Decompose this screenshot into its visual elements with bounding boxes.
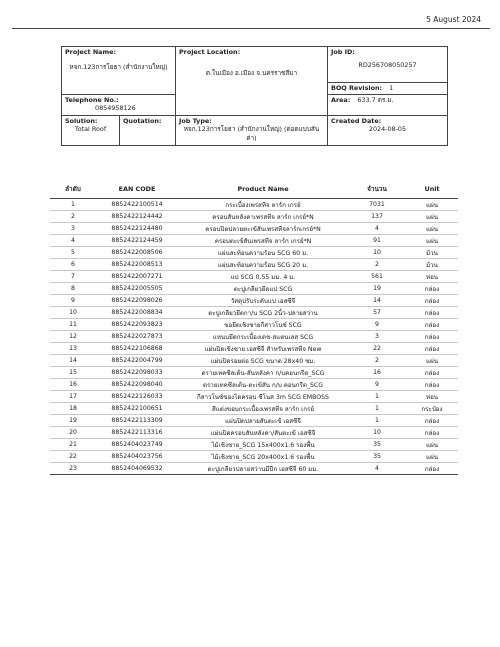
quotation-cell — [120, 115, 176, 145]
row-index: 3 — [50, 223, 96, 235]
table-row — [50, 211, 458, 223]
row-product-name: กระเบื้องเพรสทีจ ลาร์ก เกรย์ — [178, 199, 348, 211]
row-quantity: 561 — [348, 271, 406, 283]
row-ean-code: 8852422124459 — [96, 235, 178, 247]
telephone-value: 0854958126 — [95, 104, 136, 113]
row-product-name: ดรายเทคซีลเต้น-สันหลังคา ก/บคอนกรีต_SCG — [178, 367, 348, 379]
row-unit: กล่อง — [406, 343, 458, 355]
row-product-name: แป SCG 0.55 มม. 4 ม. — [178, 271, 348, 283]
header-divider — [12, 28, 490, 29]
row-product-name: ดรายเทคซีลเต้น-ตะเข้สัน ก/บ คอนกรีต_SCG — [178, 379, 348, 391]
area-unit: ตร.ม. — [377, 95, 394, 104]
row-index: 20 — [50, 427, 96, 439]
row-unit: แผ่น — [406, 211, 458, 223]
row-index: 5 — [50, 247, 96, 259]
row-ean-code: 8852422098040 — [96, 379, 178, 391]
row-product-name: แผ่นปิดเชิงชาย เอสซีจี สำหรับเพรสทีจ New — [178, 343, 348, 355]
row-index: 10 — [50, 307, 96, 319]
project-location-value: ต.ในเมือง อ.เมือง จ.นครราชสีมา — [205, 68, 298, 77]
row-quantity: 10 — [348, 427, 406, 439]
row-ean-code: 8852422100651 — [96, 403, 178, 415]
created-date-cell — [328, 115, 448, 145]
quotation-label: Quotation: — [123, 116, 162, 125]
table-row — [50, 271, 458, 283]
project-name-label: Project Name: — [65, 48, 117, 56]
created-date-value: 2024-08-05 — [368, 125, 407, 134]
row-ean-code: 8852422100514 — [96, 199, 178, 211]
row-unit: แผ่น — [406, 223, 458, 235]
row-ean-code: 8852422027873 — [96, 331, 178, 343]
row-product-name: แผ่นสะท้อนความร้อน SCG 20 ม. — [178, 259, 348, 271]
area-cell — [328, 94, 448, 115]
row-quantity: 35 — [348, 439, 406, 451]
job-id-cell — [328, 47, 448, 83]
row-ean-code: 8852422124480 — [96, 223, 178, 235]
table-row — [50, 247, 458, 259]
row-product-name: ตะปูเกลียวยึดแป SCG — [178, 283, 348, 295]
row-ean-code: 8852422008834 — [96, 307, 178, 319]
row-unit: ม้วน — [406, 259, 458, 271]
row-product-name: ตะปูเกลียวยึดกา/บ SCG 2นิ้ว-ปลายสว่าน — [178, 307, 348, 319]
row-index: 13 — [50, 343, 96, 355]
row-quantity: 16 — [348, 367, 406, 379]
table-row — [50, 199, 458, 211]
row-ean-code: 8852422113316 — [96, 427, 178, 439]
job-id-value: RD256708050257 — [358, 60, 417, 69]
row-ean-code: 8852422093823 — [96, 319, 178, 331]
header-index: ลำดับ — [50, 180, 96, 199]
row-product-name: แผ่นปิดรอยต่อ SCG ขนาด 28x40 ซม. — [178, 355, 348, 367]
row-product-name: ครอบปิดปลายตะเข้สันเพรสทีจลาร์กเกรย์*N — [178, 223, 348, 235]
table-row — [50, 427, 458, 439]
row-quantity: 14 — [348, 295, 406, 307]
table-row — [50, 283, 458, 295]
row-quantity: 2 — [348, 355, 406, 367]
header-product-name: Product Name — [178, 180, 348, 199]
solution-cell — [62, 115, 120, 145]
table-row — [50, 463, 458, 475]
row-ean-code: 8852422113309 — [96, 415, 178, 427]
row-quantity: 35 — [348, 451, 406, 463]
row-index: 18 — [50, 403, 96, 415]
row-quantity: 3 — [348, 331, 406, 343]
row-quantity: 4 — [348, 463, 406, 475]
table-row — [50, 367, 458, 379]
job-type-cell — [176, 115, 328, 145]
row-product-name: ตะปูเกลียวปลายสว่านมีปีก เอสซีจี 60 มม. — [178, 463, 348, 475]
solution-value: Total Roof — [74, 125, 107, 134]
table-row — [50, 343, 458, 355]
row-ean-code: 8852404023749 — [96, 439, 178, 451]
row-index: 8 — [50, 283, 96, 295]
row-product-name: ขอยึดเชิงชายกีสาวโนซ์ SCG — [178, 319, 348, 331]
row-quantity: 9 — [348, 379, 406, 391]
job-id-label: Job ID: — [331, 48, 355, 56]
project-name-value: หจก.123การโยธา (สำนักงานใหญ่) — [69, 62, 168, 71]
row-unit: กล่อง — [406, 367, 458, 379]
row-unit: ท่อน — [406, 391, 458, 403]
table-row — [50, 331, 458, 343]
row-product-name: กีสาวโนซ์ของไดครอบ ซีโนส 3m SCG EMBOSS — [178, 391, 348, 403]
row-index: 12 — [50, 331, 96, 343]
row-unit: แผ่น — [406, 451, 458, 463]
row-index: 4 — [50, 235, 96, 247]
table-row — [50, 403, 458, 415]
row-unit: แผ่น — [406, 199, 458, 211]
row-index: 19 — [50, 415, 96, 427]
row-ean-code: 8852422005505 — [96, 283, 178, 295]
row-quantity: 7031 — [348, 199, 406, 211]
row-product-name: ไม้เชิงชาย_SCG 15x400x1.6 รองพื้น — [178, 439, 348, 451]
row-unit: ท่อน — [406, 271, 458, 283]
row-product-name: แหนบยึดกระเบื้องเดช-สแตนเลส SCG — [178, 331, 348, 343]
row-ean-code: 8852404069532 — [96, 463, 178, 475]
header-quantity: จำนวน — [348, 180, 406, 199]
table-row — [50, 259, 458, 271]
row-index: 23 — [50, 463, 96, 475]
row-quantity: 1 — [348, 391, 406, 403]
table-row — [50, 391, 458, 403]
row-index: 15 — [50, 367, 96, 379]
header-ean-code: EAN CODE — [96, 180, 178, 199]
row-quantity: 1 — [348, 415, 406, 427]
project-location-cell — [176, 47, 328, 116]
row-ean-code: 8852422008513 — [96, 259, 178, 271]
row-index: 17 — [50, 391, 96, 403]
row-ean-code: 8852422008506 — [96, 247, 178, 259]
solution-label: Solution: — [65, 116, 98, 125]
row-unit: กระป๋อง — [406, 403, 458, 415]
row-unit: กล่อง — [406, 331, 458, 343]
row-unit: แผ่น — [406, 355, 458, 367]
row-quantity: 10 — [348, 247, 406, 259]
boq-revision-value: 1 — [389, 84, 394, 92]
row-ean-code: 8852422098033 — [96, 367, 178, 379]
row-quantity: 1 — [348, 403, 406, 415]
row-quantity: 91 — [348, 235, 406, 247]
items-body — [50, 199, 458, 475]
project-location-label: Project Location: — [179, 48, 241, 56]
row-product-name: ครอบตะเข้สันเพรสทีจ ลาร์ก เกรย์*N — [178, 235, 348, 247]
row-quantity: 137 — [348, 211, 406, 223]
job-type-label: Job Type: — [179, 116, 212, 125]
row-unit: กล่อง — [406, 427, 458, 439]
table-row — [50, 451, 458, 463]
row-quantity: 2 — [348, 259, 406, 271]
telephone-label: Telephone No.: — [65, 95, 119, 104]
row-ean-code: 8852422126033 — [96, 391, 178, 403]
project-name-cell — [62, 47, 176, 95]
telephone-cell — [62, 94, 176, 115]
area-value: 633.7 — [357, 95, 376, 104]
boq-items-table — [50, 180, 458, 475]
row-index: 7 — [50, 271, 96, 283]
row-product-name: สีแต่งขอบกระเบื้องเพรสทีจ ลาร์ก เกรย์ — [178, 403, 348, 415]
row-unit: แผ่น — [406, 439, 458, 451]
row-product-name: ครอบสันหลังคาเพรสทีจ ลาร์ก เกรย์*N — [178, 211, 348, 223]
report-date: 5 August 2024 — [426, 15, 481, 24]
header-unit: Unit — [406, 180, 458, 199]
items-header-row — [50, 180, 458, 199]
row-product-name: แผ่นปิดครอบสันหลังคา/สันตะเข้ เอสซีจี — [178, 427, 348, 439]
row-quantity: 22 — [348, 343, 406, 355]
created-date-label: Created Date: — [331, 116, 382, 125]
row-quantity: 57 — [348, 307, 406, 319]
row-quantity: 9 — [348, 319, 406, 331]
row-index: 21 — [50, 439, 96, 451]
table-row — [50, 415, 458, 427]
row-index: 6 — [50, 259, 96, 271]
row-unit: แผ่น — [406, 235, 458, 247]
row-unit: ม้วน — [406, 247, 458, 259]
row-ean-code: 8852422124442 — [96, 211, 178, 223]
row-index: 9 — [50, 295, 96, 307]
row-ean-code: 8852404023756 — [96, 451, 178, 463]
row-quantity: 4 — [348, 223, 406, 235]
row-index: 1 — [50, 199, 96, 211]
row-index: 16 — [50, 379, 96, 391]
table-row — [50, 439, 458, 451]
row-index: 14 — [50, 355, 96, 367]
row-product-name: ไม้เชิงชาย_SCG 20x400x1.6 รองพื้น — [178, 451, 348, 463]
row-index: 11 — [50, 319, 96, 331]
job-type-value: หจก.123การโยธา (สำนักงานใหญ่) (ตอดแบบสันต่า) — [183, 125, 320, 142]
row-unit: กล่อง — [406, 415, 458, 427]
boq-revision-label: BOQ Revision: — [331, 84, 383, 92]
project-info-table — [61, 46, 448, 146]
table-row — [50, 307, 458, 319]
row-quantity: 19 — [348, 283, 406, 295]
table-row — [50, 379, 458, 391]
row-unit: กล่อง — [406, 283, 458, 295]
table-row — [50, 295, 458, 307]
row-ean-code: 8852422098026 — [96, 295, 178, 307]
table-row — [50, 235, 458, 247]
row-index: 22 — [50, 451, 96, 463]
row-product-name: วัสดุปรับระดับแป เอสซีจี — [178, 295, 348, 307]
row-unit: กล่อง — [406, 307, 458, 319]
row-unit: กล่อง — [406, 319, 458, 331]
row-unit: กล่อง — [406, 295, 458, 307]
row-unit: กล่อง — [406, 463, 458, 475]
boq-revision-cell — [328, 83, 448, 95]
row-product-name: แผ่นปิดปลายสันตะเข้ เอสซีจี — [178, 415, 348, 427]
table-row — [50, 223, 458, 235]
table-row — [50, 355, 458, 367]
row-ean-code: 8852422106868 — [96, 343, 178, 355]
table-row — [50, 319, 458, 331]
row-index: 2 — [50, 211, 96, 223]
row-unit: กล่อง — [406, 379, 458, 391]
row-product-name: แผ่นสะท้อนความร้อน SCG 60 ม. — [178, 247, 348, 259]
row-ean-code: 8852422007271 — [96, 271, 178, 283]
area-label: Area: — [331, 95, 351, 104]
row-ean-code: 8852422004799 — [96, 355, 178, 367]
